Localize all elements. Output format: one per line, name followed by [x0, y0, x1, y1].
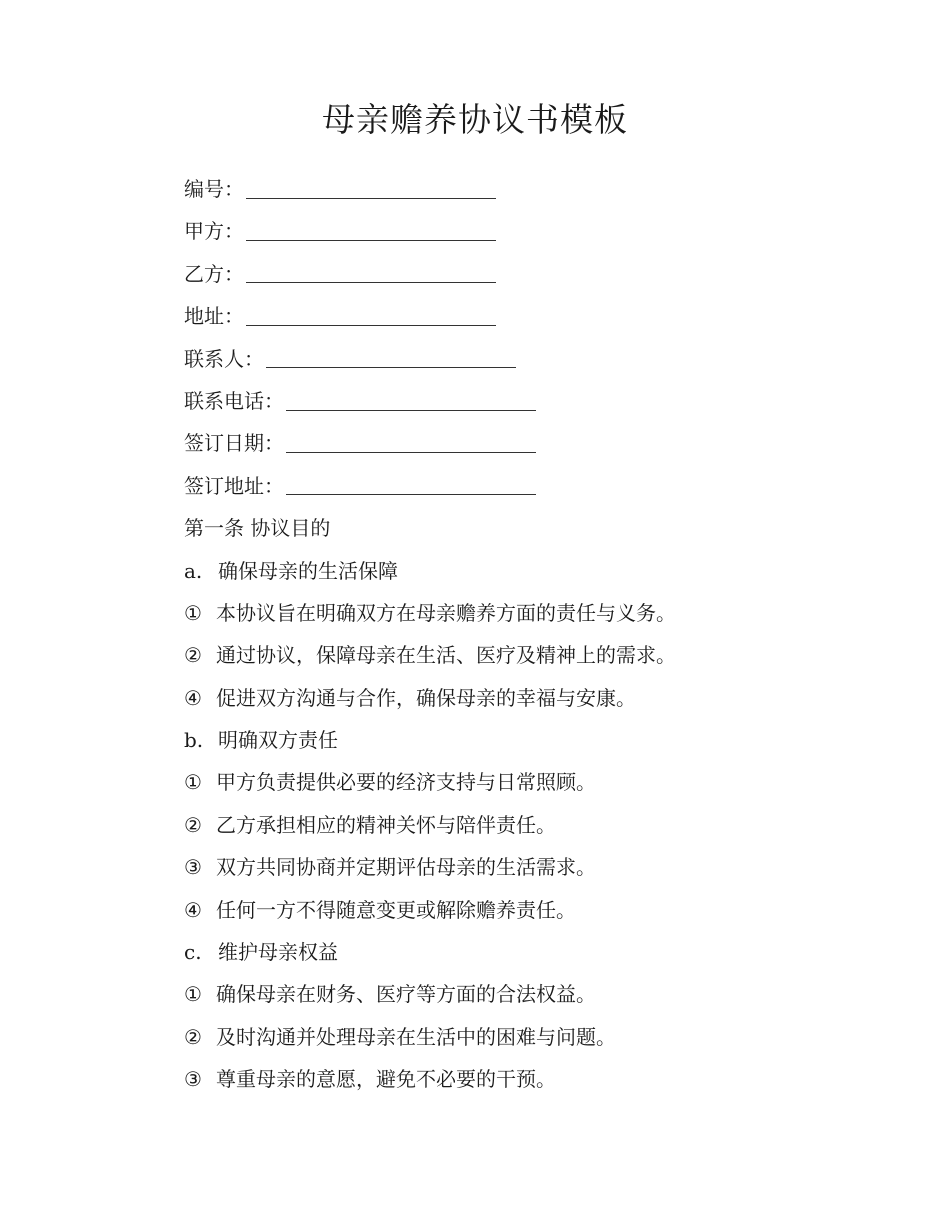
item-marker: ④ — [184, 685, 202, 710]
item-marker: ① — [184, 982, 202, 1007]
field-blank-line — [266, 341, 516, 368]
item-text: 乙方承担相应的精神关怀与陪伴责任。 — [216, 812, 556, 837]
list-item — [184, 846, 784, 888]
field-contact-phone — [184, 380, 784, 422]
section-heading — [184, 550, 784, 592]
item-marker: ② — [184, 643, 202, 668]
section-marker: b. — [184, 728, 204, 753]
item-marker: ③ — [184, 1067, 202, 1092]
item-text: 促进双方沟通与合作，确保母亲的幸福与安康。 — [216, 685, 636, 710]
field-label: 甲方： — [184, 219, 244, 244]
field-party-a — [184, 210, 784, 252]
field-blank-line — [246, 172, 496, 199]
item-marker: ② — [184, 812, 202, 837]
field-label: 乙方： — [184, 261, 244, 286]
item-text: 通过协议，保障母亲在生活、医疗及精神上的需求。 — [216, 643, 676, 668]
list-item — [184, 889, 784, 931]
document-title: 母亲赡养协议书模板 — [322, 100, 628, 139]
list-item — [184, 634, 784, 676]
field-label: 联系电话： — [184, 388, 284, 413]
field-label: 签订地址： — [184, 473, 284, 498]
list-item — [184, 1016, 784, 1058]
field-label: 联系人： — [184, 346, 264, 371]
item-text: 双方共同协商并定期评估母亲的生活需求。 — [216, 855, 596, 880]
field-address — [184, 295, 784, 337]
field-label: 编号： — [184, 177, 244, 201]
item-text: 及时沟通并处理母亲在生活中的困难与问题。 — [216, 1024, 616, 1049]
article-heading: 第一条 协议目的 — [184, 516, 331, 541]
item-marker: ① — [184, 600, 202, 625]
item-text: 甲方负责提供必要的经济支持与日常照顾。 — [216, 770, 596, 795]
item-marker: ② — [184, 1024, 202, 1049]
section-marker: c. — [184, 940, 202, 965]
field-contact-person — [184, 338, 784, 380]
field-blank-line — [286, 468, 536, 495]
field-label: 签订日期： — [184, 431, 284, 456]
section-heading-text: 确保母亲的生活保障 — [218, 558, 398, 583]
field-blank-line — [246, 299, 496, 326]
list-item — [184, 677, 784, 719]
item-text: 确保母亲在财务、医疗等方面的合法权益。 — [216, 982, 596, 1007]
field-blank-line — [286, 384, 536, 411]
list-item — [184, 761, 784, 803]
list-item — [184, 973, 784, 1015]
item-text: 尊重母亲的意愿，避免不必要的干预。 — [216, 1067, 556, 1092]
section-heading-text: 维护母亲权益 — [218, 940, 338, 965]
field-blank-line — [246, 256, 496, 283]
section-heading-text: 明确双方责任 — [218, 728, 338, 753]
list-item — [184, 804, 784, 846]
field-sign-address — [184, 465, 784, 507]
field-label: 地址： — [184, 304, 244, 329]
list-item — [184, 1058, 784, 1100]
item-text: 任何一方不得随意变更或解除赡养责任。 — [216, 897, 576, 922]
field-blank-line — [246, 214, 496, 241]
field-party-b — [184, 253, 784, 295]
item-marker: ④ — [184, 897, 202, 922]
list-item — [184, 592, 784, 634]
field-number — [184, 168, 784, 210]
section-heading — [184, 719, 784, 761]
field-blank-line — [286, 426, 536, 453]
item-marker: ① — [184, 770, 202, 795]
section-marker: a. — [184, 558, 203, 583]
field-sign-date — [184, 422, 784, 464]
section-heading — [184, 931, 784, 973]
item-marker: ③ — [184, 855, 202, 880]
item-text: 本协议旨在明确双方在母亲赡养方面的责任与义务。 — [216, 600, 676, 625]
document-body — [184, 168, 784, 1101]
